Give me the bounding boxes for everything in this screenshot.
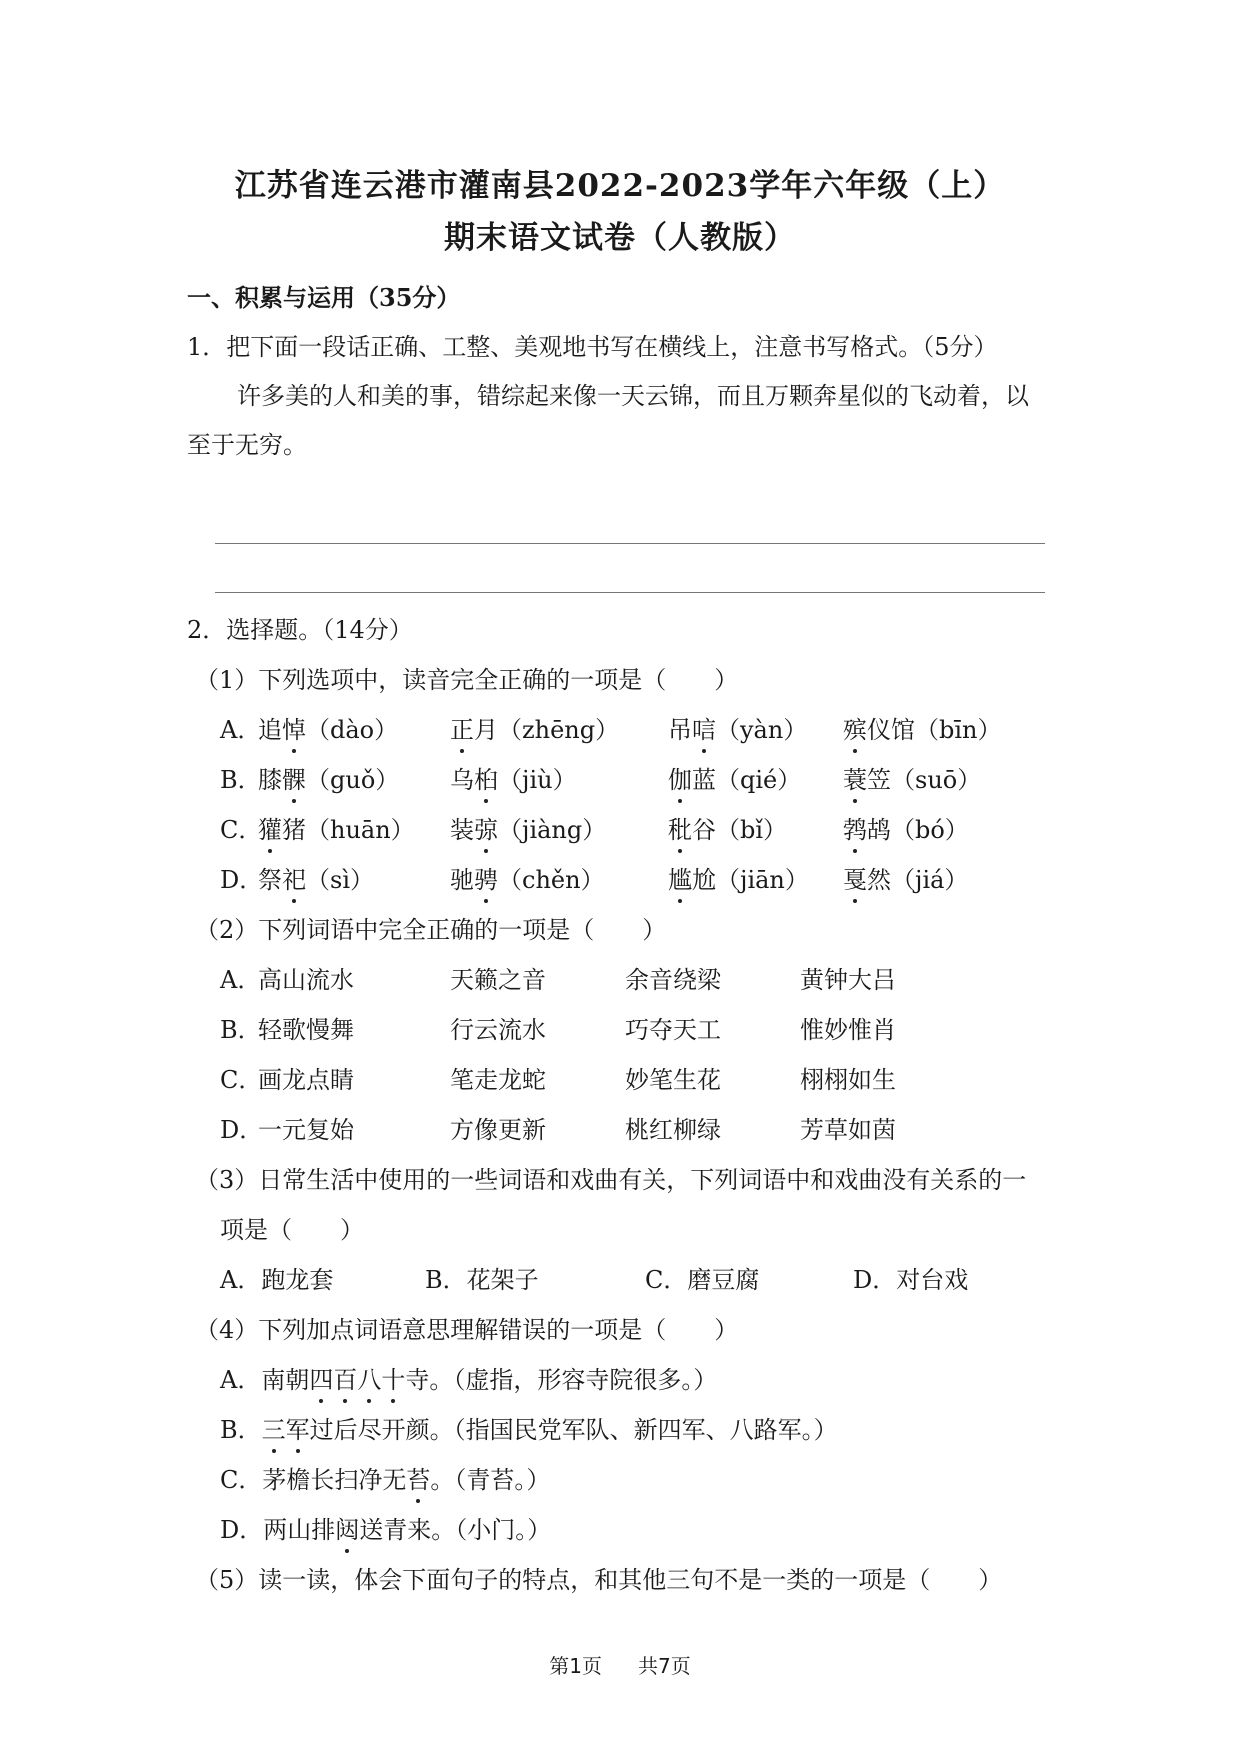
dotted-char: 正 — [450, 716, 474, 744]
sub3-option-c: C．磨豆腐 — [645, 1266, 760, 1294]
pinyin-item — [668, 718, 807, 742]
item-text: （chěn） — [498, 866, 605, 894]
page-total: 共7页 — [638, 1654, 691, 1678]
word-item: 天籁之音 — [450, 966, 546, 994]
item-text: 吊 — [668, 716, 692, 744]
item-text: 尬（jiān） — [692, 866, 809, 894]
pinyin-item — [450, 868, 605, 892]
dotted-word — [335, 1516, 359, 1544]
pinyin-item — [258, 768, 399, 792]
item-text: 蓝（qié） — [692, 766, 802, 794]
option-text: 茅檐长扫净无 — [262, 1466, 407, 1494]
word-item: 巧夺天工 — [625, 1016, 721, 1044]
dotted-word — [406, 1466, 430, 1494]
word-item: 余音绕梁 — [625, 966, 721, 994]
option-text: 送青来。（小门。） — [359, 1516, 552, 1544]
dotted-char: 髁 — [282, 766, 306, 794]
dotted-char: 鹁 — [843, 816, 867, 844]
option-label: B． — [220, 1016, 262, 1044]
dotted-char: 四 — [309, 1366, 334, 1394]
option-text: 过后尽开颜。（指国民党军队、新四军、八路军。） — [309, 1416, 838, 1444]
option-text: 两山排 — [263, 1516, 336, 1544]
item-text: 猪（huān） — [282, 816, 415, 844]
item-text: 膝 — [258, 766, 282, 794]
option-label: C． — [220, 816, 263, 844]
item-text: （yàn） — [716, 716, 808, 744]
item-text: 笠（suō） — [867, 766, 982, 794]
writing-line-1 — [215, 543, 1045, 544]
pinyin-item — [668, 868, 809, 892]
word-item: 桃红柳绿 — [625, 1116, 721, 1144]
dotted-char: 殡 — [843, 716, 867, 744]
q2-sub3-prompt-line2: 项是（ ） — [220, 1216, 364, 1244]
sub4-option-a — [220, 1368, 717, 1392]
pinyin-item — [450, 768, 577, 792]
pinyin-item — [668, 768, 801, 792]
q2-sub4-prompt: （4）下列加点词语意思理解错误的一项是（ ） — [195, 1316, 739, 1344]
word-item: 惟妙惟肖 — [800, 1016, 896, 1044]
page-number: 第1页 — [549, 1654, 602, 1678]
option-label: D． — [220, 1516, 264, 1544]
pinyin-item — [258, 868, 374, 892]
word-item: 一元复始 — [258, 1116, 354, 1144]
exam-title-line2: 期末语文试卷（人教版） — [444, 220, 796, 256]
item-text: 祭 — [258, 866, 282, 894]
sub3-option-d: D．对台戏 — [853, 1266, 969, 1294]
word-item: 画龙点睛 — [258, 1066, 354, 1094]
word-item: 行云流水 — [450, 1016, 546, 1044]
item-text: （jiàng） — [498, 816, 607, 844]
dotted-char: 祀 — [282, 866, 306, 894]
dotted-char: 十 — [381, 1366, 406, 1394]
word-item: 芳草如茵 — [800, 1116, 896, 1144]
page-footer — [0, 1650, 1240, 1679]
item-text: 装 — [450, 816, 474, 844]
exam-title-line1: 江苏省连云港市灌南县2022-2023学年六年级（上） — [234, 168, 1006, 204]
pinyin-item — [258, 818, 415, 842]
q2-sub5-prompt: （5）读一读，体会下面句子的特点，和其他三句不是一类的一项是（ ） — [195, 1566, 1003, 1594]
dotted-char: 戛 — [843, 866, 867, 894]
option-label: A． — [220, 1366, 262, 1394]
sub4-option-d — [220, 1518, 551, 1542]
pinyin-item — [668, 818, 787, 842]
option-label: A． — [220, 966, 262, 994]
option-label: C． — [220, 1066, 263, 1094]
dotted-char: 伽 — [668, 766, 692, 794]
sub3-option-a: A．跑龙套 — [220, 1266, 334, 1294]
pinyin-item — [843, 718, 1002, 742]
item-text: 鸪（bó） — [867, 816, 969, 844]
option-text: 寺。（虚指，形容寺院很多。） — [405, 1366, 718, 1394]
word-item: 妙笔生花 — [625, 1066, 721, 1094]
dotted-char: 悼 — [282, 716, 306, 744]
item-text: （sì） — [306, 866, 374, 894]
sub3-option-b: B．花架子 — [425, 1266, 539, 1294]
word-item: 栩栩如生 — [800, 1066, 896, 1094]
pinyin-item — [258, 718, 398, 742]
option-label: B． — [220, 766, 262, 794]
dotted-char: 八 — [357, 1366, 382, 1394]
item-text: 然（jiá） — [867, 866, 969, 894]
option-label: D． — [220, 1116, 264, 1144]
dotted-char: 桕 — [474, 766, 498, 794]
option-text: 。（青苔。） — [430, 1466, 551, 1494]
pinyin-item — [843, 768, 981, 792]
writing-line-2 — [215, 592, 1045, 593]
item-text: 谷（bǐ） — [692, 816, 788, 844]
dotted-word — [262, 1416, 310, 1444]
dotted-char: 骋 — [474, 866, 498, 894]
item-text: 乌 — [450, 766, 474, 794]
word-item: 高山流水 — [258, 966, 354, 994]
pinyin-item — [843, 868, 968, 892]
pinyin-item — [450, 718, 619, 742]
q2-sub3-prompt-line1: （3）日常生活中使用的一些词语和戏曲有关，下列词语中和戏曲没有关系的一 — [195, 1166, 1027, 1194]
sub4-option-c — [220, 1468, 550, 1492]
dotted-char: 唁 — [692, 716, 716, 744]
item-text: 仪馆（bīn） — [867, 716, 1002, 744]
pinyin-item — [450, 818, 606, 842]
dotted-char: 军 — [285, 1416, 310, 1444]
q1-passage-line1: 许多美的人和美的事，错综起来像一天云锦，而且万颗奔星似的飞动着，以 — [237, 382, 1029, 410]
section-heading: 一、积累与运用（35分） — [187, 283, 461, 312]
word-item: 笔走龙蛇 — [450, 1066, 546, 1094]
word-item: 轻歌慢舞 — [258, 1016, 354, 1044]
dotted-char: 三 — [261, 1416, 286, 1444]
word-item: 方像更新 — [450, 1116, 546, 1144]
option-text: 南朝 — [261, 1366, 310, 1394]
dotted-char: 弶 — [474, 816, 498, 844]
option-label: C． — [220, 1466, 263, 1494]
q2-sub1-prompt: （1）下列选项中，读音完全正确的一项是（ ） — [195, 666, 739, 694]
item-text: 月（zhēng） — [474, 716, 620, 744]
dotted-char: 秕 — [668, 816, 692, 844]
pinyin-item — [843, 818, 969, 842]
item-text: 追 — [258, 716, 282, 744]
dotted-char: 百 — [333, 1366, 358, 1394]
sub4-option-b — [220, 1418, 838, 1442]
option-label: B． — [220, 1416, 262, 1444]
q1-prompt: 1．把下面一段话正确、工整、美观地书写在横线上，注意书写格式。（5分） — [187, 333, 998, 361]
option-label: D． — [220, 866, 264, 894]
q1-passage-line2: 至于无穷。 — [187, 431, 307, 459]
dotted-char: 苔 — [406, 1466, 431, 1494]
item-text: （jiù） — [498, 766, 577, 794]
item-text: 驰 — [450, 866, 474, 894]
dotted-char: 闼 — [335, 1516, 360, 1544]
dotted-char: 尴 — [668, 866, 692, 894]
option-label: A． — [220, 716, 262, 744]
item-text: （dào） — [306, 716, 399, 744]
dotted-word — [309, 1366, 405, 1394]
q2-prompt: 2．选择题。（14分） — [187, 616, 413, 644]
dotted-char: 蓑 — [843, 766, 867, 794]
word-item: 黄钟大吕 — [800, 966, 896, 994]
item-text: （guǒ） — [306, 766, 400, 794]
dotted-char: 獾 — [258, 816, 282, 844]
q2-sub2-prompt: （2）下列词语中完全正确的一项是（ ） — [195, 916, 667, 944]
